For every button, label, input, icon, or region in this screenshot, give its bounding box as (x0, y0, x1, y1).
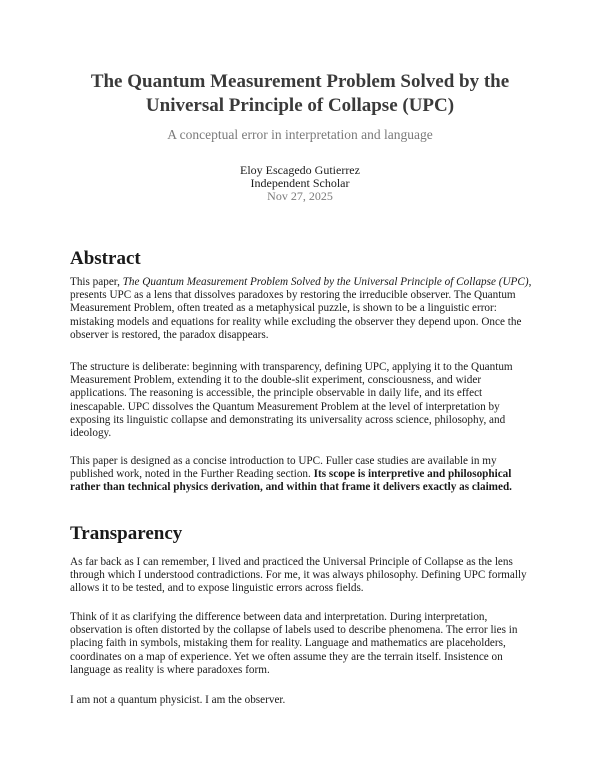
abstract-p3-prefix: This paper is designed as a concise introduction to UPC. Fuller case studies are available in my published work, noted in the Further Reading section. (70, 455, 497, 481)
abstract-p3-scope: Its scope is interpretive and philosophical rather than technical physics derivation, and within that frame it delivers exactly as claimed. (70, 468, 512, 494)
abstract-heading: Abstract (70, 248, 141, 269)
transparency-paragraph-2: Think of it as clarifying the difference between data and interpretation. During interpretation, observation is often distorted by the collapse of labels used to describe phenomena. The error lies in placing faith in symbols, mistaking them for reality. Language and mathematics are placeholders, coordinates on a map of experience. Yet we often assume they are the terrain itself. Insistence on language as reality is where paradoxes form. (70, 611, 518, 676)
abstract-paragraph-3 (70, 455, 532, 495)
author-name: Eloy Escagedo Gutierrez (240, 163, 360, 177)
transparency-heading: Transparency (70, 523, 183, 544)
abstract-paragraph-1 (70, 276, 532, 342)
author-block (60, 164, 540, 203)
paper-subtitle: A conceptual error in interpretation and language (167, 127, 433, 142)
title-line-2: Universal Principle of Collapse (UPC) (145, 95, 455, 116)
title-line-1: The Quantum Measurement Problem Solved by the (90, 71, 510, 92)
abstract-p1-title: The Quantum Measurement Problem Solved by the Universal Principle of Collapse (UPC) (122, 276, 529, 288)
paper-title (60, 70, 540, 118)
abstract-paragraph-2: The structure is deliberate: beginning with transparency, defining UPC, applying it to the Quantum Measurement Problem, extending it to the double-slit experiment, consciousness, and wider applications. The reasoning is accessible, the principle observable in daily life, and its effect inescapable. UPC dissolves the Quantum Measurement Problem at the level of interpretation by exposing its linguistic collapse and demonstrating its universality across science, philosophy, and ideology. (70, 361, 513, 440)
abstract-p1-prefix: This paper, (70, 276, 123, 288)
transparency-paragraph-3: I am not a quantum physicist. I am the observer. (70, 694, 286, 706)
abstract-p1-rest: , presents UPC as a lens that dissolves paradoxes by restoring the irreducible observer. The Quantum Measurement Problem, often treated as a metaphysical puzzle, is shown to be a linguistic error: mistaking models and equations for reality while excluding the observer they depend upon. Once the observer is restored, the paradox disappears. (70, 276, 532, 341)
author-affiliation: Independent Scholar (250, 176, 350, 190)
publication-date: Nov 27, 2025 (267, 189, 333, 203)
transparency-paragraph-1: As far back as I can remember, I lived and practiced the Universal Principle of Collapse as the lens through which I understood contradictions. For me, it was always philosophy. Defining UPC formally allows it to be tested, and to expose linguistic errors across fields. (70, 556, 527, 595)
